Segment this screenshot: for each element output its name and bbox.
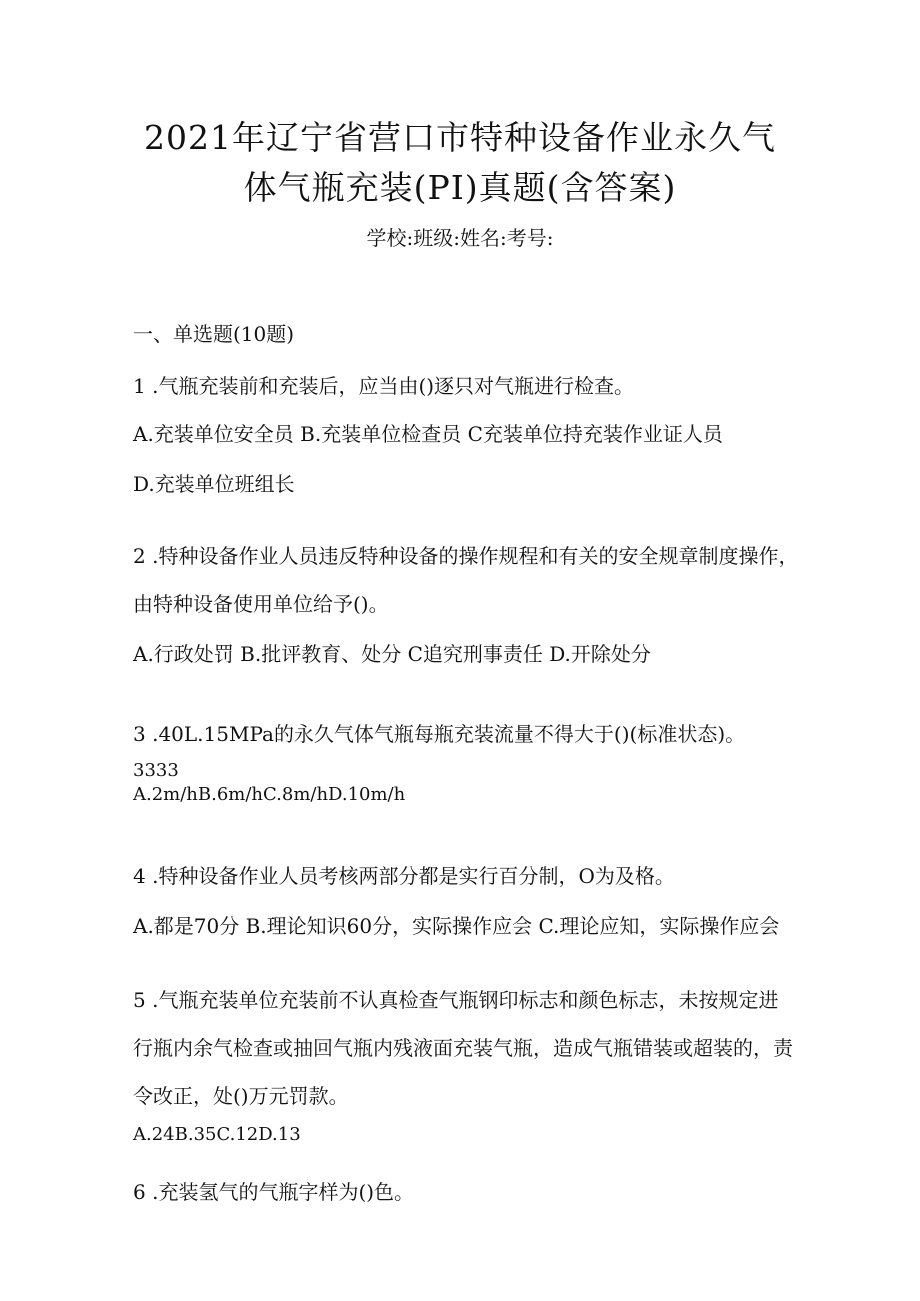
question-4-options: A.都是70分 B.理论知识60分，实际操作应会 C.理论应知，实际操作应会 xyxy=(133,914,780,938)
question-3-stem: 3 .40L.15MPa的永久气体气瓶每瓶充装流量不得大于()(标准状态)。 xyxy=(133,722,746,746)
question-4-stem: 4 .特种设备作业人员考核两部分都是实行百分制，O为及格。 xyxy=(133,864,675,888)
question-3-superscripts: 3333 xyxy=(133,760,179,781)
title-line-2: 体气瓶充装(PI)真题(含答案) xyxy=(243,168,677,207)
section-heading: 一、单选题(10题) xyxy=(133,322,295,346)
question-1-stem: 1 .气瓶充装前和充装后，应当由()逐只对气瓶进行检查。 xyxy=(133,374,635,398)
question-2-options: A.行政处罚 B.批评教育、处分 C追究刑事责任 D.开除处分 xyxy=(133,642,651,666)
student-info-line: 学校:班级:姓名:考号: xyxy=(366,226,554,250)
question-2-stem-cont: 由特种设备使用单位给予()。 xyxy=(133,592,389,616)
question-6-stem: 6 .充装氢气的气瓶字样为()色。 xyxy=(133,1180,415,1204)
question-5-stem-end: 令改正，处()万元罚款。 xyxy=(133,1084,349,1108)
question-3-options: A.2m/hB.6m/hC.8m/hD.10m/h xyxy=(133,784,406,805)
question-1-options: A.充装单位安全员 B.充装单位检查员 C充装单位持充装作业证人员 xyxy=(133,422,723,446)
question-1-options-cont: D.充装单位班组长 xyxy=(133,472,295,496)
question-2-stem: 2 .特种设备作业人员违反特种设备的操作规程和有关的安全规章制度操作， xyxy=(133,544,799,568)
question-5-stem-cont: 行瓶内余气检查或抽回气瓶内残液面充装气瓶，造成气瓶错装或超装的，责 xyxy=(133,1036,793,1060)
question-5-stem: 5 .气瓶充装单位充装前不认真检查气瓶钢印标志和颜色标志，未按规定进 xyxy=(133,988,779,1012)
question-5-options: A.24B.35C.12D.13 xyxy=(133,1124,301,1145)
title-line-1: 2021年辽宁省营口市特种设备作业永久气 xyxy=(144,118,776,157)
